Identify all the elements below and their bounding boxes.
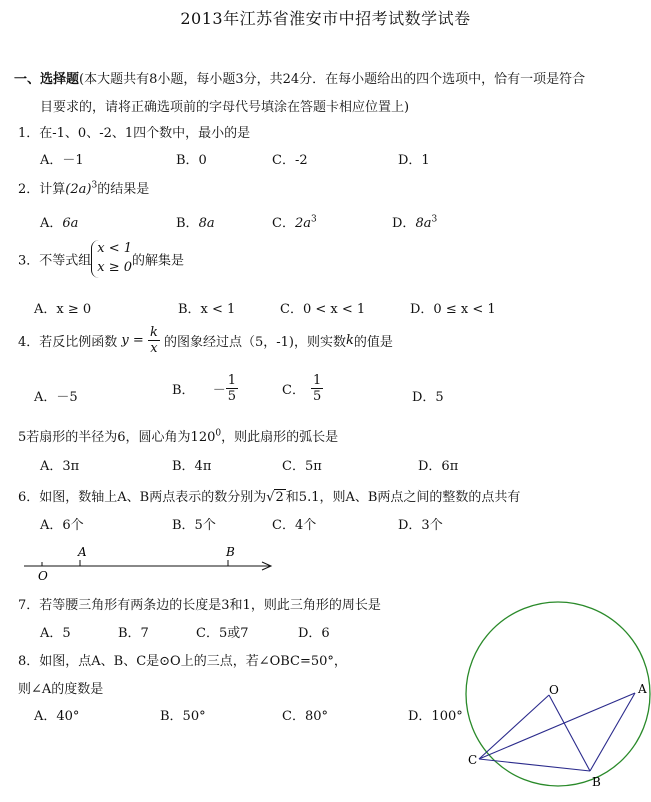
q4-prefix: 4．若反比例函数	[18, 335, 118, 350]
section-intro-line2: 目要求的，请将正确选项前的字母代号填涂在答题卡相应位置上)	[40, 100, 410, 115]
q2-option-b-label: B．	[176, 216, 199, 231]
q7-option-a: A．5	[40, 626, 71, 641]
q2-option-a-label: A．	[40, 216, 63, 231]
q3-suffix: 的解集是	[132, 253, 185, 269]
q4-option-c-fraction	[311, 374, 323, 403]
q2-option-d-label: D．	[392, 216, 416, 231]
q8-option-b: B．50°	[160, 709, 206, 724]
q2-option-d-value: 8a	[415, 216, 432, 231]
q5-option-d: D．6π	[418, 459, 459, 474]
segment-ob	[549, 695, 590, 771]
q2-option-a-value: 6a	[62, 216, 79, 231]
q4-option-b-fraction	[226, 374, 238, 403]
q2-option-c-value: 2a	[294, 216, 311, 231]
q5-stem-prefix: 5若扇形的半径为6，圆心角为120	[18, 430, 216, 445]
q6-option-b: B．5个	[172, 518, 216, 533]
q4-var: k	[345, 333, 354, 348]
q5-option-a: A．3π	[40, 459, 80, 474]
q6-option-c: C．4个	[272, 518, 317, 533]
q2-option-b	[176, 212, 215, 231]
q4-option-d: D．5	[412, 390, 444, 405]
q2-option-c-exp: 3	[310, 214, 317, 225]
q6-option-a: A．6个	[40, 518, 84, 533]
page-title: 2013年江苏省淮安市中招考试数学试卷	[180, 9, 471, 28]
q3-option-c: C．0 < x < 1	[280, 302, 366, 317]
q1-option-b: B．0	[176, 153, 207, 168]
section-heading: 一、选择题	[14, 72, 80, 87]
q8-option-d: D．100°	[408, 709, 463, 724]
q6-sqrt: √2	[266, 490, 284, 505]
q2-stem	[18, 178, 149, 197]
q4-option-b	[172, 374, 238, 403]
number-line-label-a: A	[78, 545, 87, 559]
q7-stem: 7．若等腰三角形有两条边的长度是3和1，则此三角形的周长是	[18, 598, 381, 613]
segment-ba	[590, 693, 635, 771]
q8-option-a: A．40°	[34, 709, 80, 724]
q5-option-c: C．5π	[282, 459, 322, 474]
q7-option-b: B．7	[118, 626, 149, 641]
q2-option-a	[40, 212, 78, 231]
q4-func-num: k	[149, 325, 158, 340]
q2-option-d	[392, 212, 437, 231]
segment-ca	[479, 693, 635, 759]
segment-cb	[479, 759, 590, 771]
q3-option-a: A．x ≥ 0	[34, 302, 92, 317]
q1-stem: 1．在-1、0、-2、1四个数中，最小的是	[18, 126, 251, 141]
q2-option-c	[272, 212, 317, 231]
q7-option-d: D．6	[298, 626, 330, 641]
q6-stem	[18, 486, 520, 505]
q2-option-b-value: 8a	[198, 216, 215, 231]
q4-func-lhs: y =	[121, 333, 144, 348]
q4-stem	[18, 326, 393, 355]
q3-stem	[18, 240, 184, 278]
q5-stem	[18, 426, 338, 445]
q4-func-fraction	[148, 326, 160, 355]
q6-prefix: 6．如图，数轴上A、B两点表示的数分别为	[18, 490, 267, 505]
q6-option-d: D．3个	[398, 518, 443, 533]
q2-expr: (2a)	[65, 182, 92, 197]
figure-label-b: B	[592, 775, 601, 789]
q3-inequality-1: x < 1	[97, 241, 133, 256]
q4-option-c	[282, 374, 323, 403]
q1-option-d: D．1	[398, 153, 430, 168]
q4-suffix: 的值是	[353, 335, 393, 350]
q8-circle-figure	[452, 598, 651, 802]
q4-option-a: A．－5	[34, 390, 78, 405]
number-line-label-b: B	[226, 545, 235, 559]
q4-mid: 的图象经过点（5，-1)，则实数	[163, 335, 346, 350]
q4-option-b-num: 1	[227, 373, 236, 388]
q5-stem-suffix: ，则此扇形的弧长是	[221, 430, 339, 445]
segment-oc	[479, 695, 549, 759]
q2-option-d-exp: 3	[431, 214, 438, 225]
q2-prefix: 2．计算	[18, 182, 66, 197]
q2-exp: 3	[91, 180, 98, 191]
q2-option-c-label: C．	[272, 216, 295, 231]
section-heading-line	[14, 68, 585, 87]
section-intro-line1: (本大题共有8小题，每小题3分，共24分．在每小题给出的四个选项中，恰有一项是符合	[79, 72, 586, 87]
q4-option-c-den: 5	[312, 389, 322, 404]
q5-stem-degree: 0	[215, 428, 222, 439]
q4-option-b-sign: －	[212, 383, 226, 398]
q4-option-b-den: 5	[227, 389, 236, 404]
q1-option-c: C．-2	[272, 153, 308, 168]
q3-inequality-2: x ≥ 0	[97, 259, 133, 275]
q6-suffix: 和5.1，则A、B两点之间的整数的点共有	[285, 490, 521, 505]
q6-sqrt-value: 2	[275, 490, 284, 505]
q8-stem-line1: 8．如图，点A、B、C是⊙O上的三点，若∠OBC=50°，	[18, 654, 347, 669]
q4-func-den: x	[150, 341, 158, 356]
figure-label-a: A	[638, 682, 647, 696]
q2-suffix: 的结果是	[97, 182, 150, 197]
q8-option-c: C．80°	[282, 709, 328, 724]
number-line-label-o: O	[38, 569, 48, 583]
q1-option-a: A．－1	[40, 153, 84, 168]
q7-option-c: C．5或7	[196, 626, 249, 641]
q3-prefix: 3．不等式组	[18, 253, 92, 269]
q4-option-c-num: 1	[312, 373, 322, 388]
q8-stem-line2: 则∠A的度数是	[18, 682, 104, 697]
q3-inequality-system	[91, 240, 132, 278]
q4-option-c-label: C．	[282, 383, 305, 398]
figure-label-c: C	[468, 753, 478, 767]
figure-label-o: O	[549, 683, 559, 697]
q6-number-line-figure	[20, 540, 280, 586]
q3-option-b: B．x < 1	[178, 302, 236, 317]
q4-option-b-label: B．	[172, 383, 195, 398]
q5-option-b: B．4π	[172, 459, 212, 474]
q3-option-d: D．0 ≤ x < 1	[410, 302, 496, 317]
